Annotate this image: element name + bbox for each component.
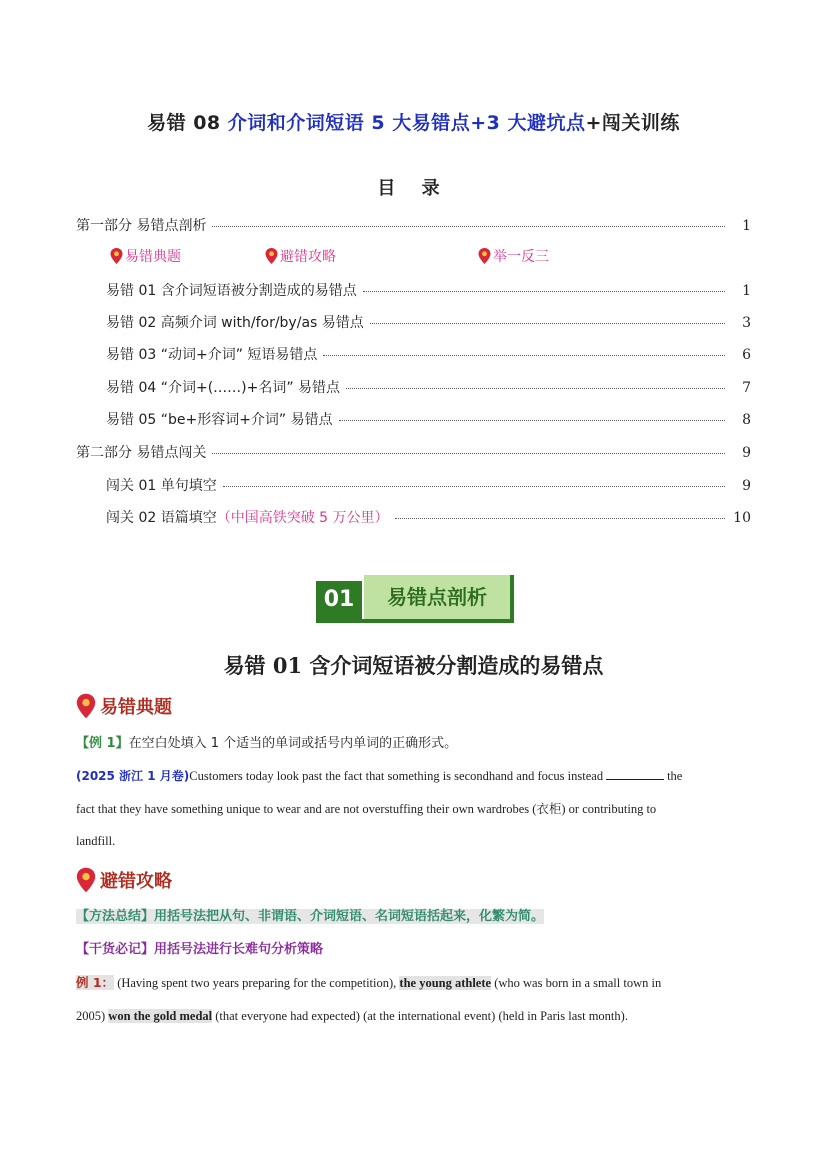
section-title: 易错 01 含介词短语被分割造成的易错点 (223, 653, 604, 678)
typical-heading (76, 692, 172, 720)
toc-part2-label: 第二部分 易错点闯关 (76, 445, 207, 461)
title-topic: 介词和介词短语 5 大易错点+3 大避坑点 (227, 112, 586, 134)
toc-item-label: 易错 03 “动词+介词” 短语易错点 (106, 347, 318, 363)
example-instruction (76, 734, 751, 754)
location-pin-icon (76, 867, 96, 893)
toc-leader (339, 420, 725, 421)
badge-underline (316, 619, 514, 623)
example2-tag: 例 1： (76, 975, 115, 990)
toc-page-number: 10 (733, 510, 751, 526)
toc-page-number: 1 (742, 218, 751, 234)
tip-tag: 【干货必记】 (76, 942, 155, 957)
example2-clause: (who was born in a small town in (494, 976, 662, 990)
toc-tag-strategy[interactable] (265, 246, 336, 266)
example-text: Customers today look past the fact that something is secondhand and focus instead (189, 769, 604, 783)
toc-challenge[interactable] (106, 507, 751, 529)
toc-tag-label: 避错攻略 (280, 249, 336, 265)
toc-item[interactable] (106, 409, 751, 431)
toc-page-number: 1 (742, 283, 751, 299)
location-pin-icon (478, 248, 491, 264)
example2-line-2 (76, 1006, 751, 1026)
tip-text: 用括号法进行长难句分析策略 (154, 942, 324, 957)
toc-leader (370, 323, 725, 324)
toc-item[interactable] (106, 344, 751, 366)
method-summary (76, 907, 751, 927)
toc-leader (223, 486, 725, 487)
toc-page-number: 9 (742, 478, 751, 494)
toc-challenge-label: 闯关 02 语篇填空 (106, 510, 217, 526)
section-badge (316, 575, 514, 623)
example-text: landfill. (76, 834, 116, 848)
toc-tags (110, 246, 610, 268)
toc-page-number: 6 (742, 347, 751, 363)
toc-item-label: 易错 02 高频介词 with/for/by/as 易错点 (106, 315, 364, 331)
typical-heading-label: 易错典题 (100, 697, 172, 718)
toc-page-number: 9 (742, 445, 751, 461)
toc-heading: 目 录 (377, 178, 450, 199)
example-line-3 (76, 831, 751, 851)
example-source: (2025 浙江 1 月卷) (76, 769, 190, 783)
example-tag: 【例 1】 (76, 736, 129, 751)
toc-item-label: 易错 05 “be+形容词+介词” 易错点 (106, 412, 333, 428)
toc-item-label: 易错 04 “介词+(……)+名词” 易错点 (106, 380, 341, 396)
example2-predicate: won the gold medal (108, 1009, 213, 1023)
tip-line (76, 940, 751, 960)
method-text: 用括号法把从句、非谓语、介词短语、名词短语括起来，化繁为简。 (154, 909, 545, 924)
strategy-heading (76, 866, 172, 894)
toc-part1[interactable] (76, 215, 751, 237)
title-suffix: +闯关训练 (585, 112, 680, 134)
location-pin-icon (110, 248, 123, 264)
example2-clause: (that everyone had expected) (at the international event) (held in Paris last month). (215, 1009, 628, 1023)
toc-tag-typical[interactable] (110, 246, 181, 266)
toc-leader (212, 226, 725, 227)
toc-leader (346, 388, 725, 389)
example2-line-1 (76, 973, 751, 993)
toc-tag-practice[interactable] (478, 246, 549, 266)
title-prefix: 易错 08 (147, 112, 221, 134)
example-text: fact that they have something unique to wear and are not overstuffing their own wardrobes (衣柜) or contributing to (76, 802, 657, 816)
document-title (0, 108, 827, 135)
toc-challenge[interactable] (106, 475, 751, 497)
toc-leader (395, 518, 725, 519)
toc-item[interactable] (106, 377, 751, 399)
toc-challenge-topic: （中国高铁突破 5 万公里） (216, 510, 389, 526)
toc-tag-label: 易错典题 (125, 249, 181, 265)
toc-item-label: 易错 01 含介词短语被分割造成的易错点 (106, 283, 357, 299)
example-text: the (667, 769, 683, 783)
badge-number: 01 (316, 581, 362, 619)
toc-leader (212, 453, 725, 454)
strategy-heading-label: 避错攻略 (100, 871, 172, 892)
toc-page-number: 7 (742, 380, 751, 396)
location-pin-icon (265, 248, 278, 264)
toc-tag-label: 举一反三 (493, 249, 549, 265)
answer-blank[interactable] (606, 779, 664, 780)
toc-challenge-label: 闯关 01 单句填空 (106, 478, 217, 494)
example2-clause: 2005) (76, 1009, 106, 1023)
toc-item[interactable] (106, 312, 751, 334)
toc-item[interactable] (106, 280, 751, 302)
example-line-2 (76, 799, 751, 819)
example2-clause: (Having spent two years preparing for the competition), (117, 976, 397, 990)
example-line-1 (76, 766, 751, 786)
method-tag: 【方法总结】 (76, 909, 155, 924)
toc-part1-label: 第一部分 易错点剖析 (76, 218, 207, 234)
toc-page-number: 3 (742, 315, 751, 331)
toc-page-number: 8 (742, 412, 751, 428)
badge-label: 易错点剖析 (364, 575, 514, 619)
toc-leader (323, 355, 725, 356)
example-instruction-text: 在空白处填入 1 个适当的单词或括号内单词的正确形式。 (128, 736, 458, 751)
location-pin-icon (76, 693, 96, 719)
example2-subject: the young athlete (399, 976, 492, 990)
toc-part2[interactable] (76, 442, 751, 464)
toc-leader (363, 291, 725, 292)
